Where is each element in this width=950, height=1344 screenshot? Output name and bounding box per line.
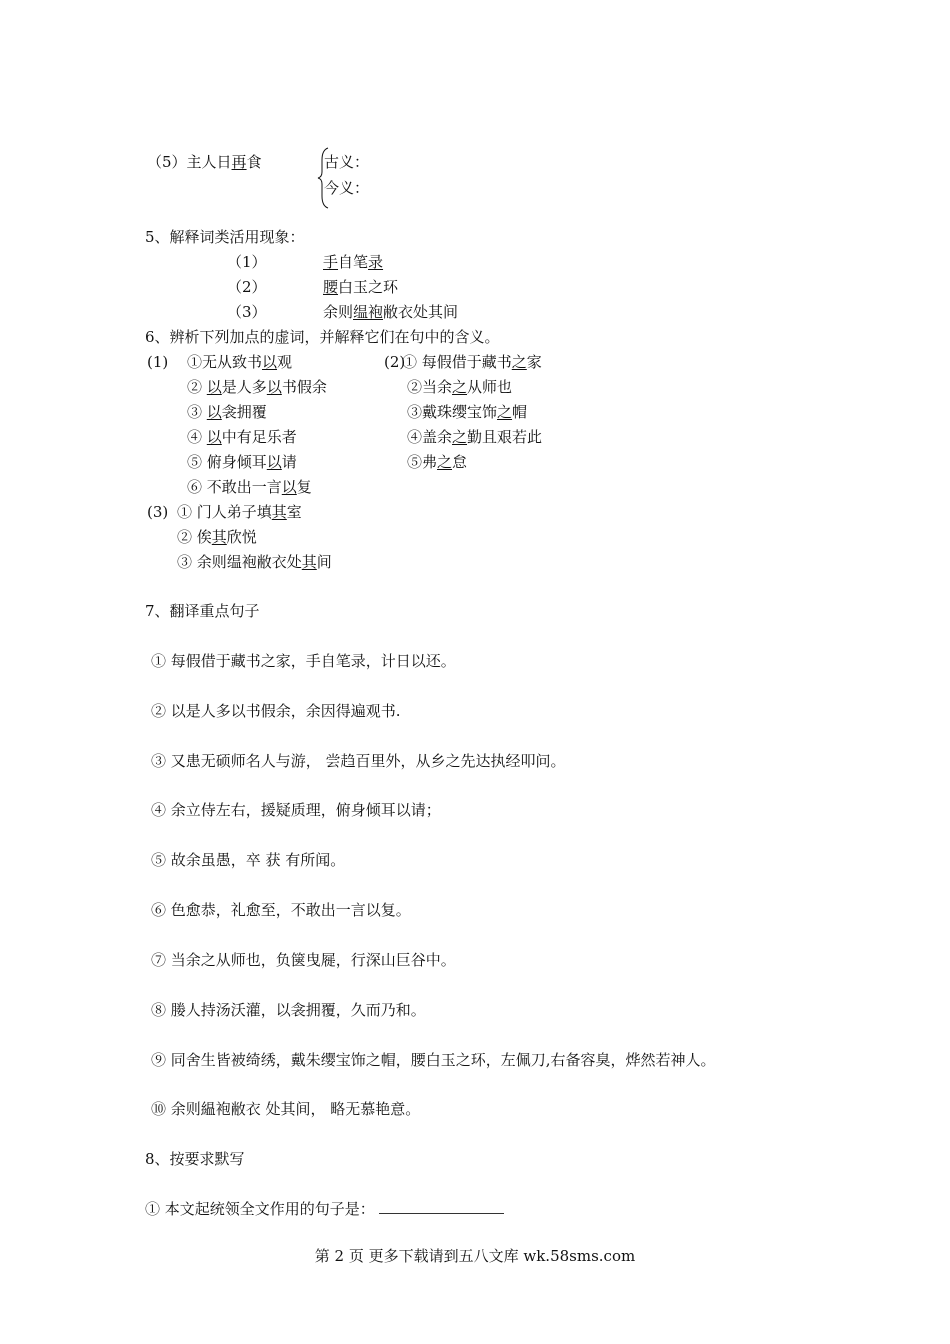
translate-sentence-10: ⑩ 余则緼袍敝衣 处其间， 略无慕艳意。 (151, 1100, 421, 1118)
sec6-left-2: ② 以是人多以书假余 (187, 378, 327, 396)
translate-sentence-5: ⑤ 故余虽愚，卒 获 有所闻。 (151, 851, 346, 869)
sec6-third-1: ① 门人弟子填其室 (177, 503, 302, 521)
sec5-item-3: 余则缊袍敝衣处其间 (323, 303, 459, 321)
translate-sentence-6: ⑥ 色愈恭，礼愈至，不敢出一言以复。 (151, 901, 411, 919)
item5-jin-label: 今义： (324, 179, 370, 197)
sec6-left-5: ⑤ 俯身倾耳以请 (187, 453, 297, 471)
section8-title: 8、按要求默写 (145, 1150, 245, 1168)
dictation-item-1: ① 本文起统领全文作用的句子是： (145, 1199, 504, 1219)
translate-sentence-4: ④ 余立侍左右，援疑质理，俯身倾耳以请； (151, 801, 441, 819)
page-footer: 第 2 页 更多下载请到五八文库 wk.58sms.com (314, 1247, 636, 1265)
sec6-right-2: ②当余之从师也 (407, 378, 513, 396)
translate-sentence-8: ⑧ 媵人持汤沃灌，以衾拥覆，久而乃和。 (151, 1001, 426, 1019)
item5-gu-label: 古义： (324, 153, 370, 171)
sec5-num-1: （1） (227, 253, 267, 271)
sec6-left-label: (1) (147, 353, 169, 371)
sec6-left-1: ①无从致书以观 (187, 353, 293, 371)
sec6-right-4: ④盖余之勤且艰若此 (407, 428, 543, 446)
sec6-left-3: ③ 以衾拥覆 (187, 403, 267, 421)
translate-sentence-9: ⑨ 同舍生皆被绮绣，戴朱缨宝饰之帽，腰白玉之环，左佩刀,右备容臭，烨然若神人。 (151, 1051, 716, 1069)
sec6-right-5: ⑤弗之怠 (407, 453, 468, 471)
translate-sentence-1: ① 每假借于藏书之家，手自笔录，计日以还。 (151, 652, 456, 670)
sec6-left-6: ⑥ 不敢出一言以复 (187, 478, 312, 496)
section5-title: 5、解释词类活用现象： (145, 228, 305, 246)
translate-sentence-2: ② 以是人多以书假余，余因得遍观书. (151, 702, 401, 720)
sec6-third-label: (3) (147, 503, 169, 521)
sec5-item-2: 腰白玉之环 (323, 278, 399, 296)
sec6-third-3: ③ 余则缊袍敝衣处其间 (177, 553, 332, 571)
sec6-third-2: ② 俟其欣悦 (177, 528, 257, 546)
item5-question: （5）主人日再食 (147, 153, 262, 171)
translate-sentence-3: ③ 又患无硕师名人与游， 尝趋百里外，从乡之先达执经叩问。 (151, 752, 566, 770)
translate-sentence-7: ⑦ 当余之从师也，负箧曳屣，行深山巨谷中。 (151, 951, 456, 969)
sec6-right-label: (2) (384, 353, 406, 371)
sec5-item-1: 手自笔录 (323, 253, 384, 271)
sec6-right-3: ③戴珠缨宝饰之帽 (407, 403, 528, 421)
sec5-num-2: （2） (227, 278, 267, 296)
sec6-left-4: ④ 以中有足乐者 (187, 428, 297, 446)
sec6-right-1: ① 每假借于藏书之家 (402, 353, 542, 371)
answer-blank[interactable] (379, 1199, 504, 1214)
section7-title: 7、翻译重点句子 (145, 602, 260, 620)
sec5-num-3: （3） (227, 303, 267, 321)
section6-title: 6、辨析下列加点的虚词，并解释它们在句中的含义。 (145, 328, 500, 346)
